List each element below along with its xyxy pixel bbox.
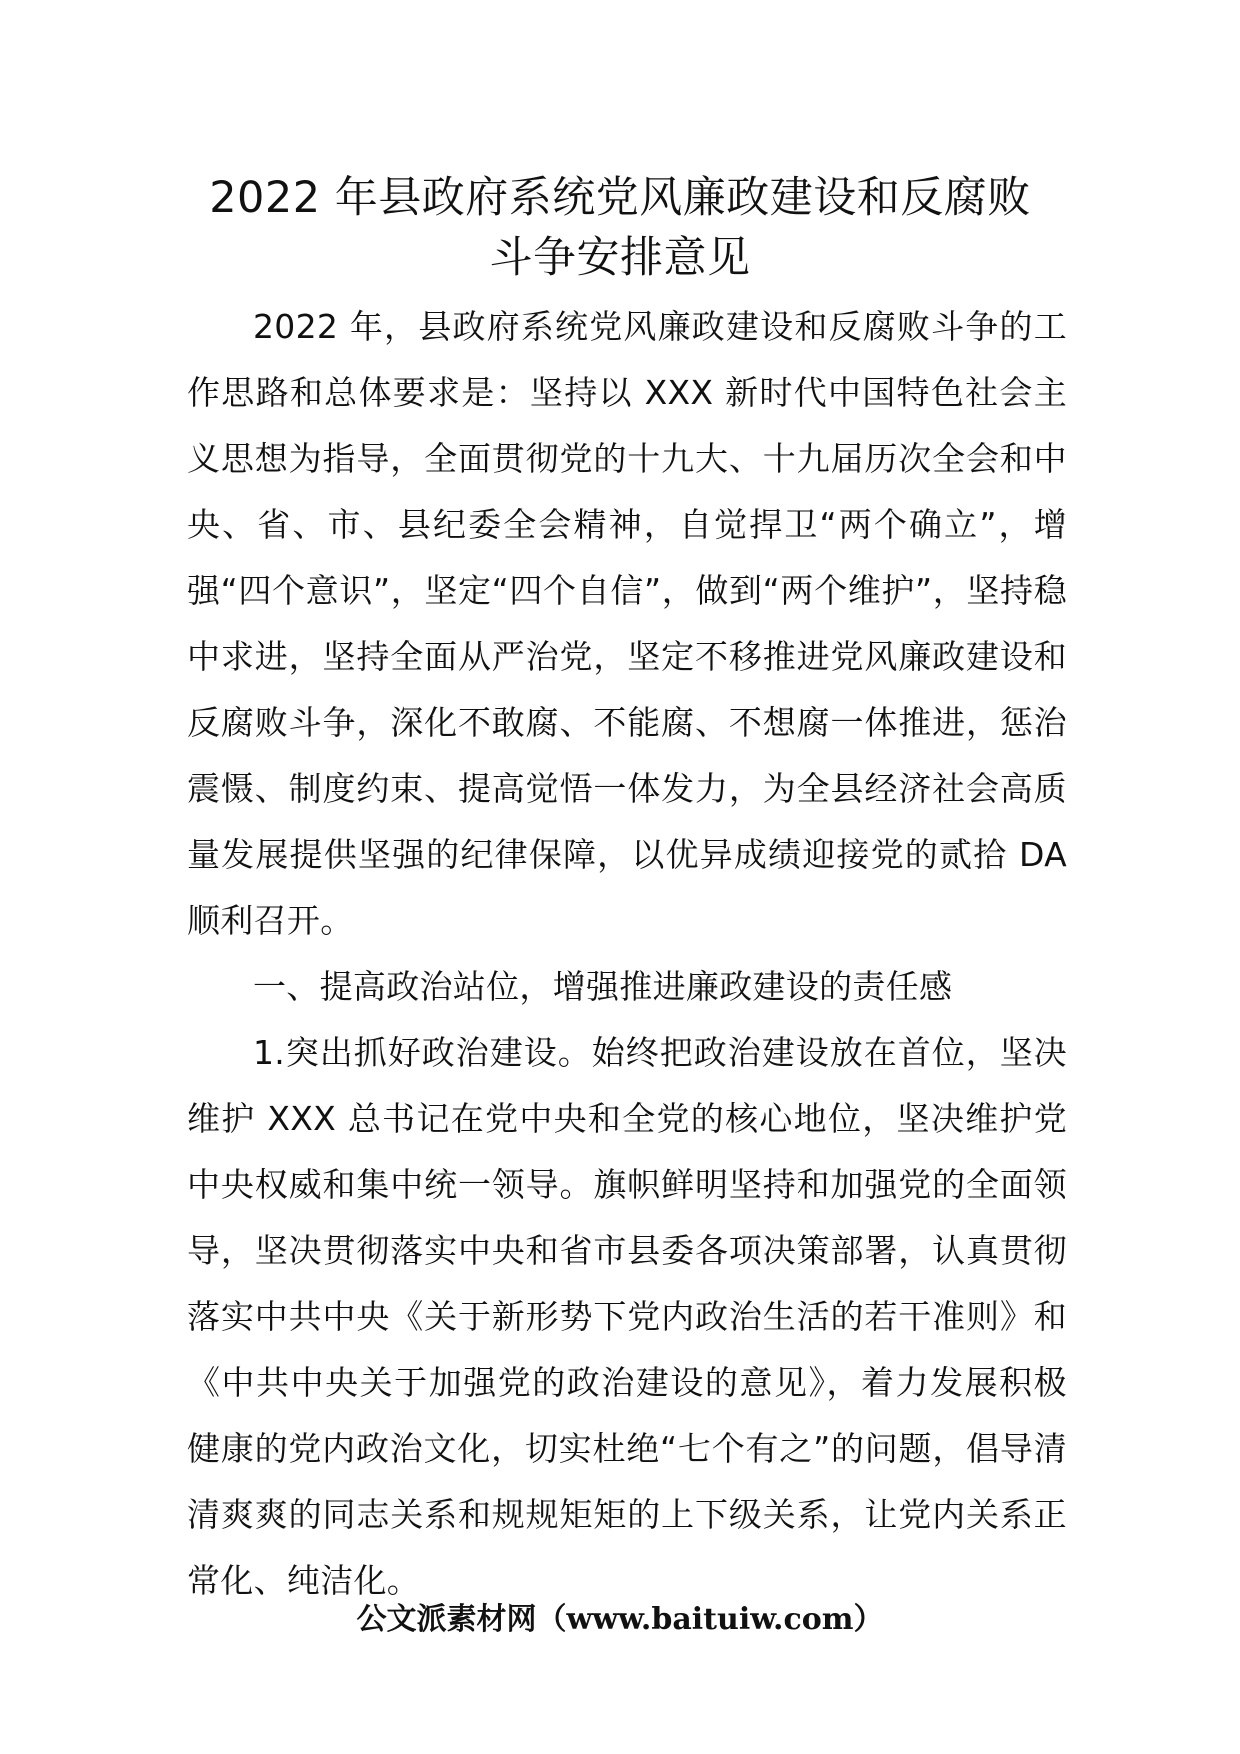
document-body xyxy=(187,294,1067,1614)
section-paragraph: 1.突出抓好政治建设。始终把政治建设放在首位，坚决维护 XXX 总书记在党中央和全党的核心地位，坚决维护党中央权威和集中统一领导。旗帜鲜明坚持和加强党的全面领导，坚决贯彻落实中央和省市县委各项决策部署，认真贯彻落实中共中央《关于新形势下党内政治生活的若干准则》和《中共中央关于加强党的政治建设的意见》，着力发展积极健康的党内政治文化，切实杜绝“七个有之”的问题，倡导清清爽爽的同志关系和规规矩矩的上下级关系，让党内关系正常化、纯洁化。 xyxy=(187,1033,1067,1600)
footer-watermark: 公文派素材网（www.baituiw.com） xyxy=(356,1602,884,1637)
document-title xyxy=(150,168,1090,288)
title-line-1: 2022 年县政府系统党风廉政建设和反腐败 xyxy=(209,173,1031,223)
section-heading: 一、提高政治站位，增强推进廉政建设的责任感 xyxy=(253,967,953,1006)
intro-paragraph: 2022 年，县政府系统党风廉政建设和反腐败斗争的工作思路和总体要求是：坚持以 XXX 新时代中国特色社会主义思想为指导，全面贯彻党的十九大、十九届历次全会和中央、省、市、县纪委全会精神，自觉捍卫“两个确立”，增强“四个意识”，坚定“四个自信”，做到“两个维护”，坚持稳中求进，坚持全面从严治党，坚定不移推进党风廉政建设和反腐败斗争，深化不敢腐、不能腐、不想腐一体推进，惩治震慑、制度约束、提高觉悟一体发力，为全县经济社会高质量发展提供坚强的纪律保障，以优异成绩迎接党的贰拾 DA 顺利召开。 xyxy=(187,307,1067,940)
title-line-2: 斗争安排意见 xyxy=(489,233,751,283)
